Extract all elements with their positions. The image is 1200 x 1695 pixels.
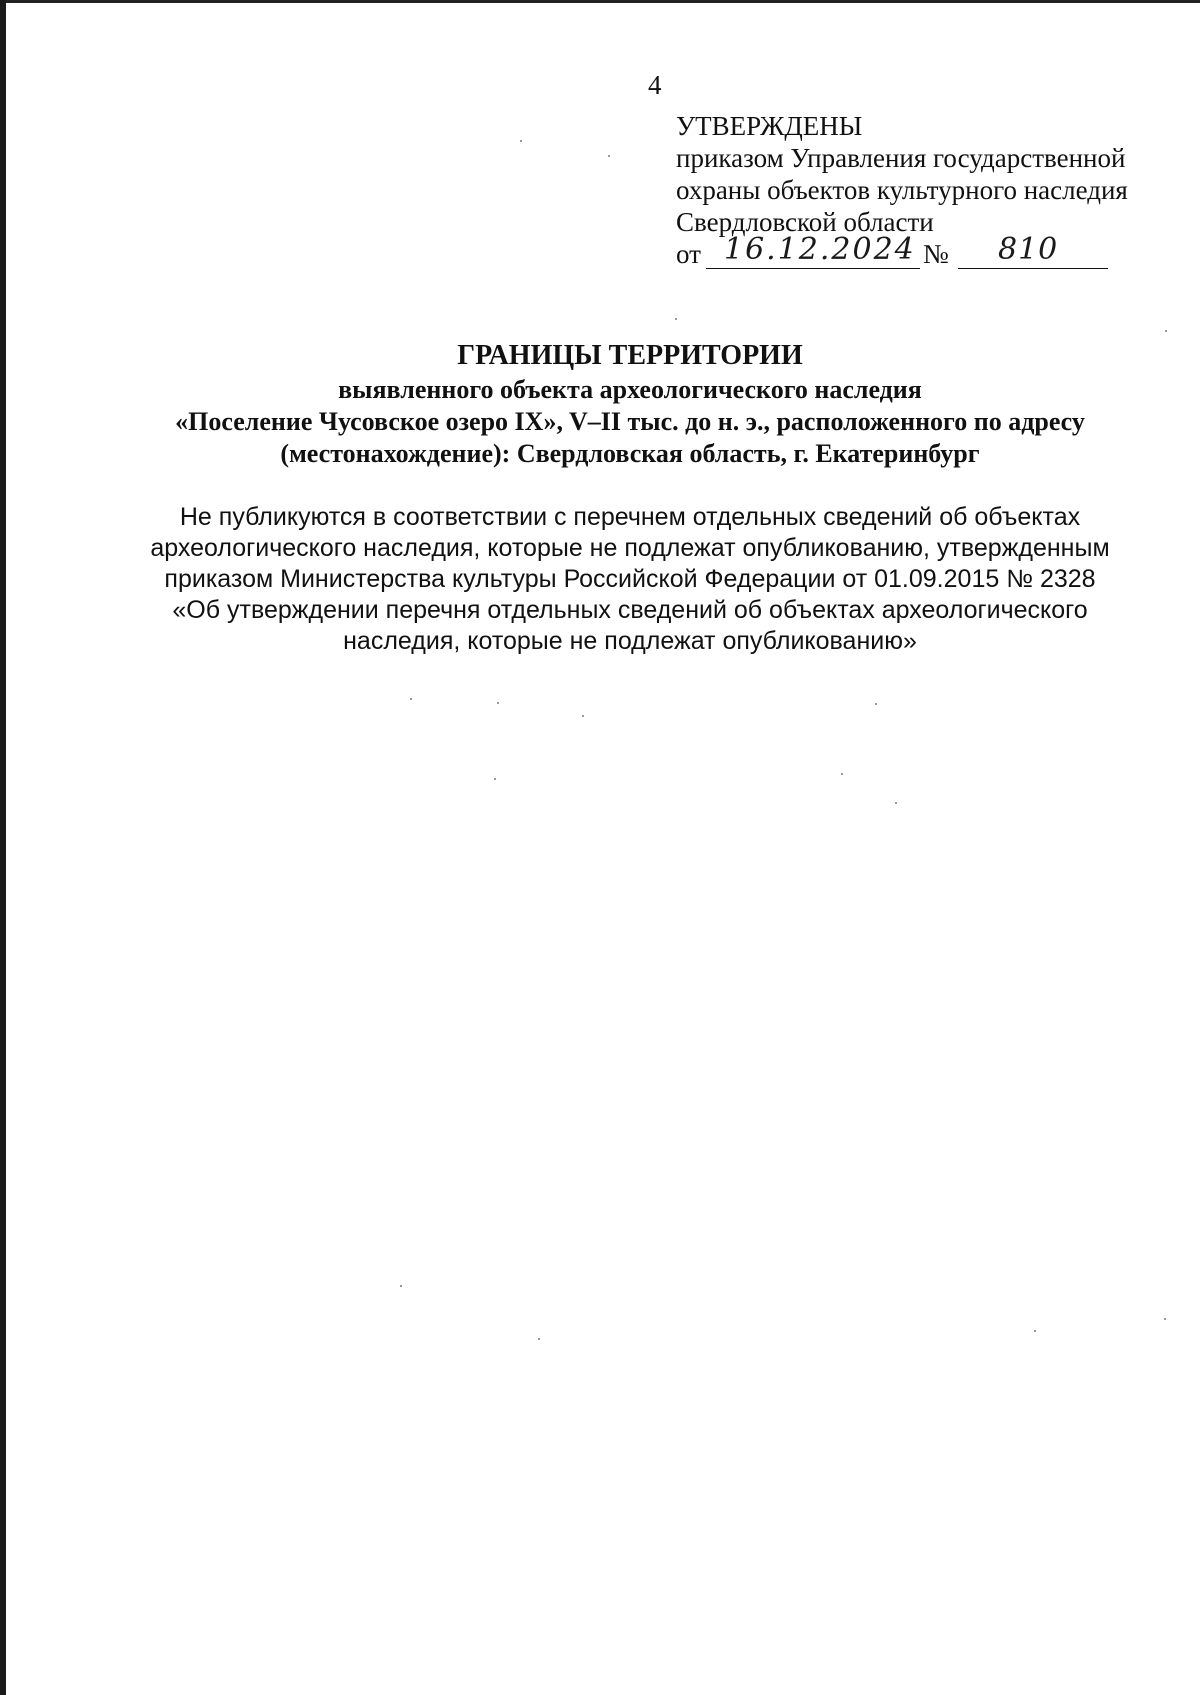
scan-speck [410, 698, 412, 700]
scan-speck [675, 318, 677, 320]
body-line: приказом Министерства культуры Российской Федерации от 01.09.2015 № 2328 [164, 565, 1096, 593]
scan-speck [494, 778, 496, 780]
heading-title: ГРАНИЦЫ ТЕРРИТОРИИ [457, 340, 803, 371]
scan-border-top [0, 0, 1200, 3]
approval-date-row [676, 232, 1176, 272]
number-underline [958, 268, 1108, 269]
approval-line: Свердловской области [676, 207, 934, 237]
approval-title: УТВЕРЖДЕНЫ [676, 111, 863, 141]
scan-speck [400, 1285, 402, 1287]
handwritten-date: 16.12.2024 [724, 232, 916, 267]
scan-speck [1034, 1330, 1036, 1332]
approval-block [676, 110, 1176, 272]
scan-border-left [0, 0, 6, 1695]
number-sign: № [923, 239, 949, 269]
handwritten-number: 810 [998, 232, 1059, 267]
document-heading [100, 338, 1160, 470]
scan-speck [895, 802, 897, 804]
date-underline [706, 268, 920, 269]
heading-line: (местонахождение): Свердловская область, г. Екатеринбург [280, 439, 980, 468]
body-paragraph [100, 502, 1160, 657]
scan-speck [875, 703, 877, 705]
scan-speck [538, 1338, 540, 1340]
body-line: археологического наследия, которые не подлежат опубликованию, утвержденным [150, 534, 1110, 562]
scan-speck [1165, 330, 1167, 332]
approval-line: приказом Управления государственной [676, 143, 1126, 173]
heading-line: «Поселение Чусовское озеро IX», V–II тыс. до н. э., расположенного по адресу [175, 407, 1085, 436]
approval-line: охраны объектов культурного наследия [676, 175, 1128, 205]
body-line: наследия, которые не подлежат опубликованию» [343, 627, 917, 655]
page-number: 4 [648, 70, 662, 100]
heading-line: выявленного объекта археологического наследия [338, 375, 922, 404]
scan-speck [582, 715, 584, 717]
scan-speck [497, 702, 499, 704]
date-prefix: от [676, 239, 701, 269]
scan-speck [608, 155, 610, 157]
body-line: «Об утверждении перечня отдельных сведений об объектах археологического [172, 596, 1088, 624]
scan-speck [1164, 1318, 1166, 1320]
scan-speck [520, 140, 522, 142]
scan-speck [841, 773, 843, 775]
body-line: Не публикуются в соответствии с перечнем отдельных сведений об объектах [179, 503, 1081, 531]
